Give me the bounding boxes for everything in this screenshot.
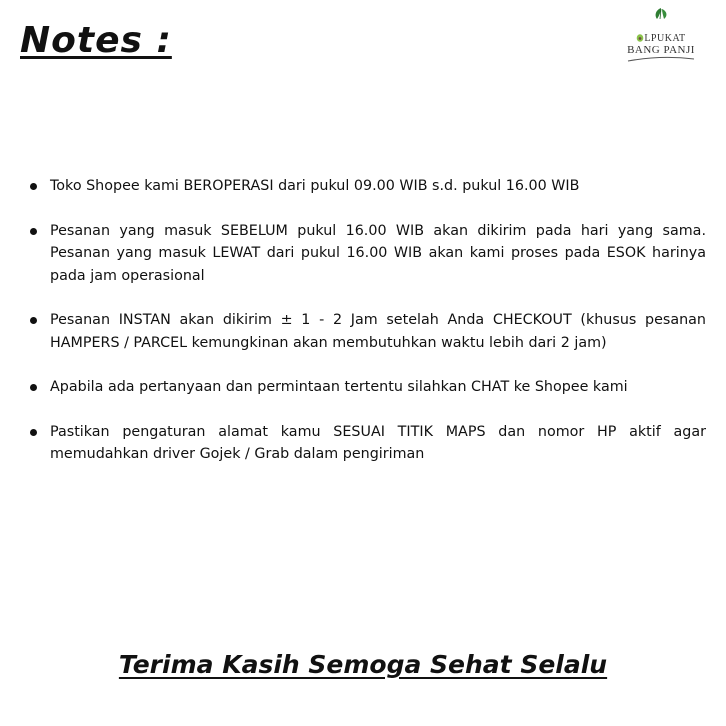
logo-text-top xyxy=(616,33,706,44)
note-item xyxy=(30,376,706,399)
logo-swoosh xyxy=(626,56,696,62)
bullet-icon xyxy=(30,429,37,436)
bullet-icon xyxy=(30,228,37,235)
brand-logo xyxy=(616,6,706,62)
note-item xyxy=(30,220,706,288)
note-item xyxy=(30,421,706,466)
page-title: Notes : xyxy=(20,20,172,61)
logo-line1: LPUKAT xyxy=(644,33,686,44)
note-text: Pastikan pengaturan alamat kamu SESUAI TITIK MAPS dan nomor HP aktif agar memudahkan driver Gojek / Grab dalam pengiriman xyxy=(50,423,706,462)
note-text: Pesanan INSTAN akan dikirim ± 1 - 2 Jam setelah Anda CHECKOUT (khusus pesanan HAMPERS / PARCEL kemungkinan akan membutuhkan waktu lebih dari 2 jam) xyxy=(50,312,706,351)
notes-list xyxy=(30,175,706,488)
note-item xyxy=(30,309,706,354)
note-text: Apabila ada pertanyaan dan permintaan tertentu silahkan CHAT ke Shopee kami xyxy=(50,379,628,395)
note-text: Toko Shopee kami BEROPERASI dari pukul 09.00 WIB s.d. pukul 16.00 WIB xyxy=(50,178,580,194)
logo-line2: BANG PANJI xyxy=(627,44,695,56)
avocado-leaf-icon xyxy=(646,6,676,32)
bullet-icon xyxy=(30,317,37,324)
note-text: Pesanan yang masuk SEBELUM pukul 16.00 WIB akan dikirim pada hari yang sama. Pesanan yang masuk LEWAT dari pukul 16.00 WIB akan kami proses pada ESOK harinya pada jam operasional xyxy=(50,222,706,284)
closing-message: Terima Kasih Semoga Sehat Selalu xyxy=(118,650,608,679)
bullet-icon xyxy=(30,183,37,190)
note-item xyxy=(30,175,706,198)
bullet-icon xyxy=(30,384,37,391)
